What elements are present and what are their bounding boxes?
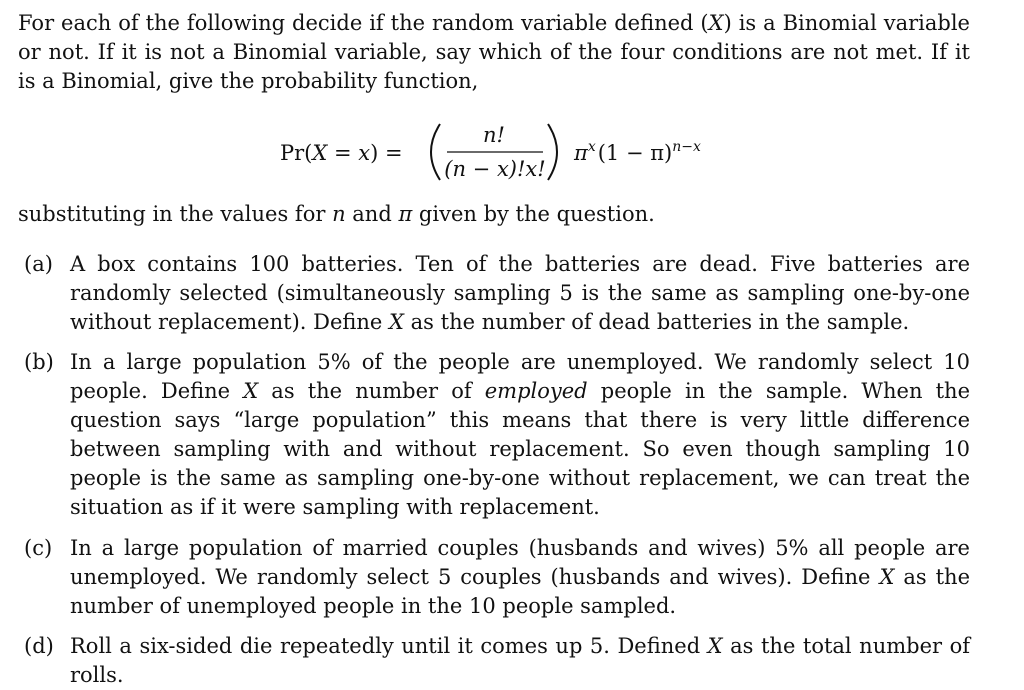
- formula-lhs-close: ) =: [370, 141, 403, 165]
- intro-text-1: For each of the following decide if the random variable defined (: [18, 11, 709, 35]
- intro-text-2: ) is a Binomial variable or not. If it is not a Binomial variable, say which of the four conditions are not met. If it is a Binomial, give the probability function,: [18, 11, 970, 93]
- item-variable: X: [879, 565, 895, 589]
- formula-lhs: [280, 141, 403, 165]
- item-text: as the number of unemployed people in the 10 people sampled.: [70, 565, 970, 618]
- left-big-paren: [431, 124, 440, 180]
- after-text-2: and: [345, 202, 399, 226]
- list-item-a: [24, 250, 970, 337]
- fraction-denominator: (n − x)!x!: [444, 157, 546, 181]
- formula-pr: Pr(: [280, 141, 313, 165]
- item-text: as the number of dead batteries in the sample.: [403, 310, 910, 334]
- list-item-c: [24, 534, 970, 621]
- item-text: people in the sample. When the question says “large population” this means that there is very little difference between sampling with and without replacement. So even though sampling 10 people is the same as sampling one-by-one without replacement, we can treat the situation as if it were sampling with replacement.: [70, 379, 970, 519]
- item-body: [70, 250, 970, 337]
- item-body: [70, 632, 970, 690]
- item-label: (a): [24, 252, 53, 276]
- item-variable: X: [389, 310, 404, 334]
- item-label: (c): [24, 536, 53, 560]
- right-big-paren: [548, 124, 557, 180]
- formula-pi: π: [574, 141, 588, 165]
- formula-X: X: [312, 141, 328, 165]
- after-pi: π: [398, 202, 413, 226]
- binomial-formula: [0, 118, 1024, 186]
- item-text: Roll a six-sided die repeatedly until it comes up 5. Defined: [70, 634, 708, 658]
- formula-x: x: [358, 141, 371, 165]
- formula-exp-nx: n−x: [672, 139, 701, 155]
- item-text: In a large population of married couples (husbands and wives) 5% all people are unemployed. We randomly select 5 couples (husbands and wives). Define: [70, 536, 970, 589]
- after-n: n: [332, 202, 346, 226]
- formula-exp-x: x: [587, 139, 596, 155]
- item-text: as the total number of rolls.: [70, 634, 970, 687]
- item-emphasis: employed: [484, 379, 588, 403]
- intro-variable: X: [708, 11, 724, 35]
- formula-svg: [0, 118, 1024, 186]
- formula-paren-term: (1 − π): [597, 141, 673, 165]
- item-label: (b): [24, 350, 54, 374]
- list-item-d: [24, 632, 970, 690]
- fraction-numerator: n!: [483, 123, 505, 147]
- item-body: [70, 534, 970, 621]
- after-text-3: given by the question.: [412, 202, 655, 226]
- item-variable: X: [243, 379, 259, 403]
- list-item-b: [24, 348, 970, 522]
- item-text: as the number of: [258, 379, 485, 403]
- item-text: In a large population 5% of the people are unemployed. We randomly select 10 people. Define: [70, 350, 970, 403]
- substitution-paragraph: [18, 200, 970, 229]
- item-label: (d): [24, 634, 54, 658]
- intro-paragraph: [18, 9, 970, 96]
- item-text: A box contains 100 batteries. Ten of the batteries are dead. Five batteries are randomly selected (simultaneously sampling 5 is the same as sampling one-by-one without replacement). Define: [70, 252, 970, 334]
- formula-rhs: [573, 139, 701, 165]
- item-body: [70, 348, 970, 522]
- item-variable: X: [707, 634, 723, 658]
- formula-eq: =: [327, 141, 359, 165]
- after-text-1: substituting in the values for: [18, 202, 333, 226]
